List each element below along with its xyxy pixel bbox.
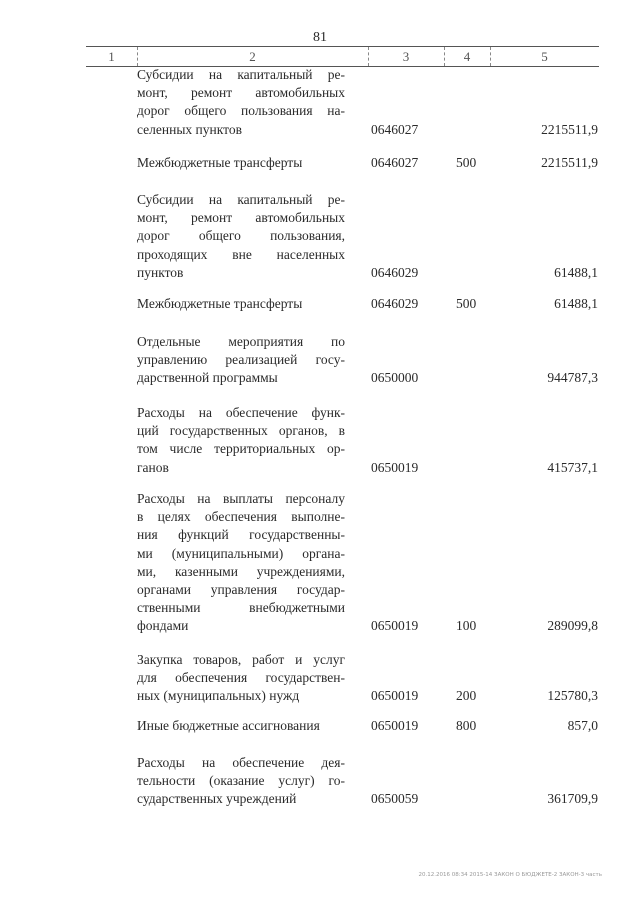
- table-header: [86, 46, 599, 67]
- description-line: монт, ремонт автомобильных: [137, 210, 345, 226]
- description-line: тельности (оказание услуг) го-: [137, 773, 345, 789]
- description-line: органами управления государ-: [137, 582, 345, 598]
- row-expense-type: 500: [456, 296, 477, 311]
- description-line: дорог общего пользования на-: [137, 103, 345, 119]
- description-line: ственными внебюджетными: [137, 600, 345, 616]
- row-code: 0650000: [371, 370, 419, 386]
- description-line: Субсидии на капитальный ре-: [137, 192, 345, 207]
- description-line: ния функций государственны-: [137, 527, 345, 543]
- description-line: ций государственных органов, в: [137, 423, 345, 439]
- row-expense-type: 200: [456, 688, 477, 704]
- description-line: ганов: [137, 459, 169, 475]
- description-line: Иные бюджетные ассигнования: [137, 718, 320, 733]
- row-description: [137, 754, 345, 809]
- description-line: проходящих вне населенных: [137, 246, 345, 262]
- row-code: 0646029: [371, 264, 419, 280]
- page-number: 81: [313, 30, 327, 45]
- row-description: [137, 333, 345, 388]
- row-amount: 944787,3: [547, 370, 598, 386]
- description-line: пунктов: [137, 264, 184, 280]
- row-code: 0650019: [371, 618, 419, 634]
- row-code: 0650019: [371, 688, 419, 704]
- description-line: ми (муниципальными) органа-: [137, 545, 345, 561]
- description-line: дарственной программы: [137, 370, 278, 386]
- header-col-1: 1: [108, 49, 115, 64]
- description-line: селенных пунктов: [137, 121, 242, 137]
- row-amount: 415737,1: [547, 459, 598, 475]
- row-description: [137, 66, 345, 139]
- row-amount: 61488,1: [554, 264, 598, 280]
- description-line: управлению реализацией госу-: [137, 352, 345, 368]
- header-col-5: 5: [541, 49, 548, 64]
- row-code: 0650019: [371, 459, 419, 475]
- description-line: Отдельные мероприятия по: [137, 334, 345, 349]
- description-line: том числе территориальных ор-: [137, 441, 345, 457]
- row-amount: 2215511,9: [541, 155, 598, 170]
- header-col-2: 2: [249, 49, 256, 64]
- row-description: [137, 490, 345, 636]
- row-code: 0650059: [371, 791, 419, 807]
- footer-stamp: 20.12.2016 08:34 2015-14 ЗАКОН О БЮДЖЕТЕ-2 ЗАКОН-3 часть: [418, 872, 602, 878]
- row-expense-type: 500: [456, 155, 477, 170]
- row-amount: 361709,9: [547, 791, 598, 807]
- description-line: Межбюджетные трансферты: [137, 155, 303, 170]
- row-amount: 2215511,9: [541, 121, 598, 137]
- row-description: [137, 651, 345, 706]
- row-description: [137, 154, 345, 172]
- header-col-4: 4: [463, 49, 471, 64]
- description-line: в целях обеспечения выполне-: [137, 509, 345, 525]
- description-line: Закупка товаров, работ и услуг: [137, 652, 345, 667]
- header-col-3: 3: [402, 49, 410, 64]
- row-code: 0646027: [371, 155, 419, 170]
- description-line: ных (муниципальных) нужд: [137, 688, 300, 704]
- description-line: Расходы на обеспечение функ-: [137, 405, 345, 420]
- row-code: 0646029: [371, 296, 419, 311]
- row-code: 0646027: [371, 121, 419, 137]
- description-line: Расходы на выплаты персоналу: [137, 491, 345, 506]
- row-description: [137, 404, 345, 477]
- description-line: сударственных учреждений: [137, 791, 297, 807]
- description-line: Расходы на обеспечение дея-: [137, 755, 345, 770]
- row-expense-type: 800: [456, 718, 477, 733]
- row-amount: 125780,3: [547, 688, 598, 704]
- description-line: монт, ремонт автомобильных: [137, 85, 345, 101]
- row-code: 0650019: [371, 718, 419, 733]
- row-description: [137, 295, 345, 313]
- description-line: ми, казенными учреждениями,: [137, 563, 345, 579]
- description-line: Субсидии на капитальный ре-: [137, 67, 345, 82]
- description-line: Межбюджетные трансферты: [137, 296, 303, 311]
- row-description: [137, 717, 345, 735]
- row-expense-type: 100: [456, 618, 477, 634]
- description-line: для обеспечения государствен-: [137, 670, 345, 686]
- row-amount: 857,0: [567, 718, 598, 733]
- description-line: фондами: [137, 618, 189, 634]
- row-amount: 289099,8: [547, 618, 598, 634]
- description-line: дорог общего пользования,: [137, 228, 345, 244]
- row-amount: 61488,1: [554, 296, 598, 311]
- row-description: [137, 191, 345, 282]
